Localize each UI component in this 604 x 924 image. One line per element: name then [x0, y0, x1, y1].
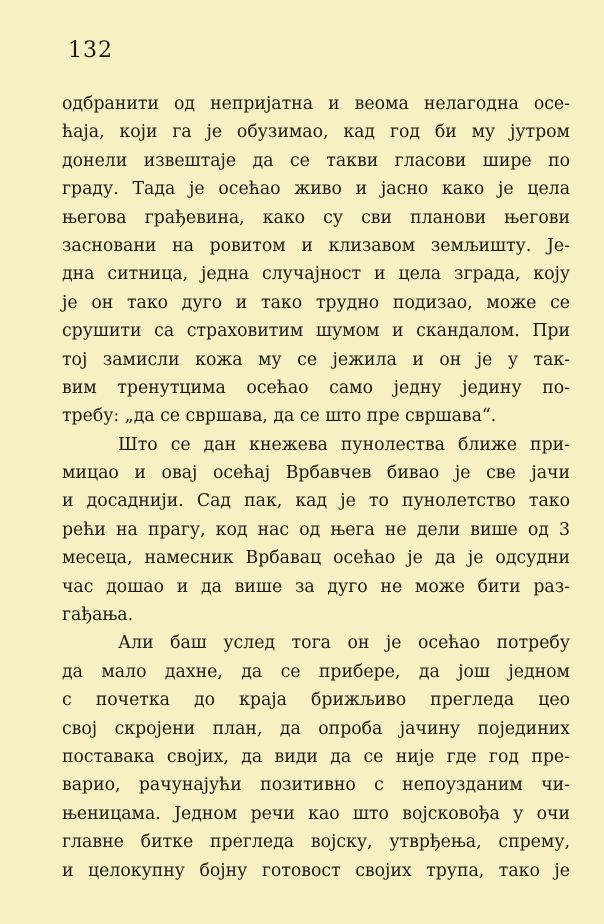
text-line: вим тренутцима осећао само једну једину по-: [62, 377, 570, 398]
text-line: је он тако дуго и тако трудно подизао, може се: [62, 292, 570, 313]
text-line: Што се дан кнежева пунолества ближе при-: [118, 434, 570, 455]
text-line: дна ситница, једна случајност и цела зграда, коју: [62, 264, 570, 285]
text-line: свој скројени план, да опроба јачину појединих: [62, 718, 570, 739]
text-line: њеницама. Једном речи као што војсковођа у очи: [62, 803, 570, 824]
text-line: ћаја, који га је обузимао, кад год би му јутром: [62, 122, 570, 143]
body-text: [62, 90, 570, 885]
text-line: срушити са страховитим шумом и скандалом. При: [62, 321, 570, 342]
text-line: и досаднији. Сад пак, кад је то пунолетство тако: [62, 491, 570, 512]
text-line: гађања.: [62, 605, 134, 626]
text-line: поставака својих, да види да се није где год пре-: [62, 746, 570, 767]
text-line: главне битке прегледа војску, утврђења, спрему,: [62, 832, 570, 853]
text-line: рећи на прагу, код нас од њега не дели више од 3: [62, 519, 570, 540]
text-line: одбранити од непријатна и веома нелагодна осе-: [62, 94, 570, 114]
text-line: час дошао и да више за дуго не може бити раз-: [62, 576, 570, 597]
text-line: требу: „да се свршава, да се што пре свршава“.: [62, 406, 497, 427]
text-line: с почетка до краја брижљиво прегледа цео: [62, 690, 570, 711]
text-line: и целокупну бојну готовост својих трупа, тако је: [62, 860, 570, 881]
text-line: месеца, намесник Врбавац осећао је да је одсудни: [62, 548, 570, 569]
text-line: варио, рачунајући позитивно с непоузданим чи-: [62, 775, 570, 796]
text-line: његова грађевина, како су сви планови његови: [62, 207, 570, 228]
text-line: тој замисли кожа му се јежила и он је у так-: [62, 349, 570, 370]
text-line: засновани на ровитом и клизавом земљишту. Је-: [62, 235, 570, 256]
text-line: граду. Тада је осећао живо и јасно како је цела: [62, 179, 570, 200]
page-number: 132: [68, 38, 113, 63]
text-line: мицао и овај осећај Врбавчев бивао је све јачи: [62, 463, 570, 484]
text-line: Али баш услед тога он је осећао потребу: [118, 633, 570, 654]
text-line: донели извештаје да се такви гласови шире по: [62, 150, 570, 171]
text-line: да мало дахне, да се прибере, да још једном: [62, 661, 570, 682]
